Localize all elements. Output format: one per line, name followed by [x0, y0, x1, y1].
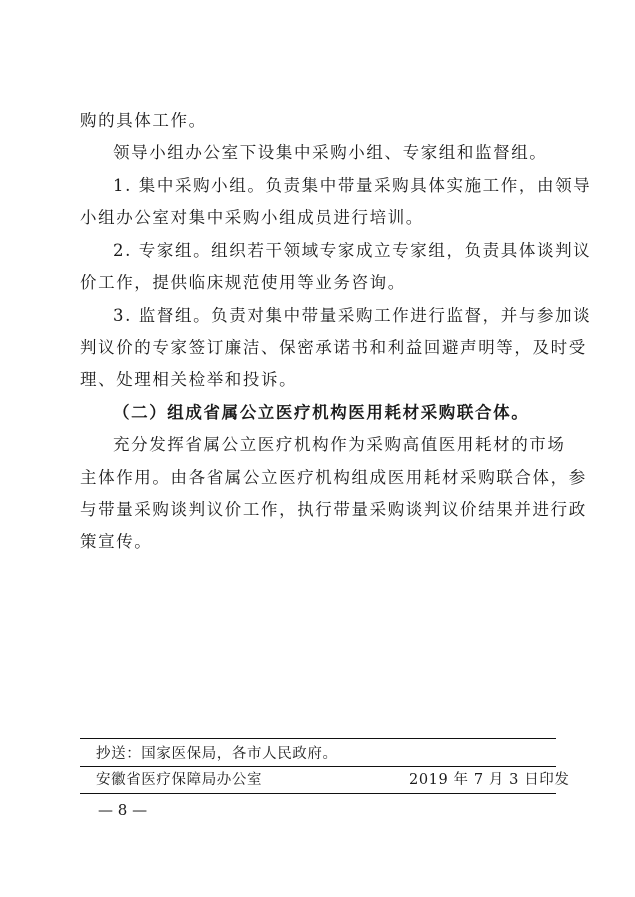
page-number: — 8 —	[98, 801, 148, 819]
footer-top-rule	[80, 738, 556, 739]
body-line: 2. 专家组。组织若干领域专家成立专家组，负责具体谈判议	[113, 241, 592, 260]
body-line: 领导小组办公室下设集中采购小组、专家组和监督组。	[113, 143, 548, 162]
body-line: 与带量采购谈判议价工作，执行带量采购谈判议价结果并进行政	[80, 500, 587, 519]
print-date: 2019 年 7 月 3 日印发	[409, 772, 570, 788]
body-line: 策宣传。	[80, 532, 153, 551]
body-line: 充分发挥省属公立医疗机构作为采购高值医用耗材的市场	[113, 435, 566, 454]
footer-bottom-rule	[80, 793, 556, 794]
issuer-name: 安徽省医疗保障局办公室	[96, 772, 263, 788]
body-line: 价工作，提供临床规范使用等业务咨询。	[80, 273, 406, 292]
body-line: 小组办公室对集中采购小组成员进行培训。	[80, 208, 424, 227]
body-line: 主体作用。由各省属公立医疗机构组成医用耗材采购联合体，参	[80, 468, 587, 487]
section-heading: （二）组成省属公立医疗机构医用耗材采购联合体。	[113, 403, 530, 422]
copy-to-line: 抄送：国家医保局，各市人民政府。	[96, 746, 338, 762]
footer-middle-rule	[80, 766, 556, 767]
body-line: 购的具体工作。	[80, 111, 207, 130]
body-line: 判议价的专家签订廉洁、保密承诺书和利益回避声明等，及时受	[80, 338, 587, 357]
body-line: 3. 监督组。负责对集中带量采购工作进行监督，并与参加谈	[113, 306, 592, 325]
body-line: 理、处理相关检举和投诉。	[80, 370, 298, 389]
body-line: 1. 集中采购小组。负责集中带量采购具体实施工作，由领导	[113, 176, 592, 195]
